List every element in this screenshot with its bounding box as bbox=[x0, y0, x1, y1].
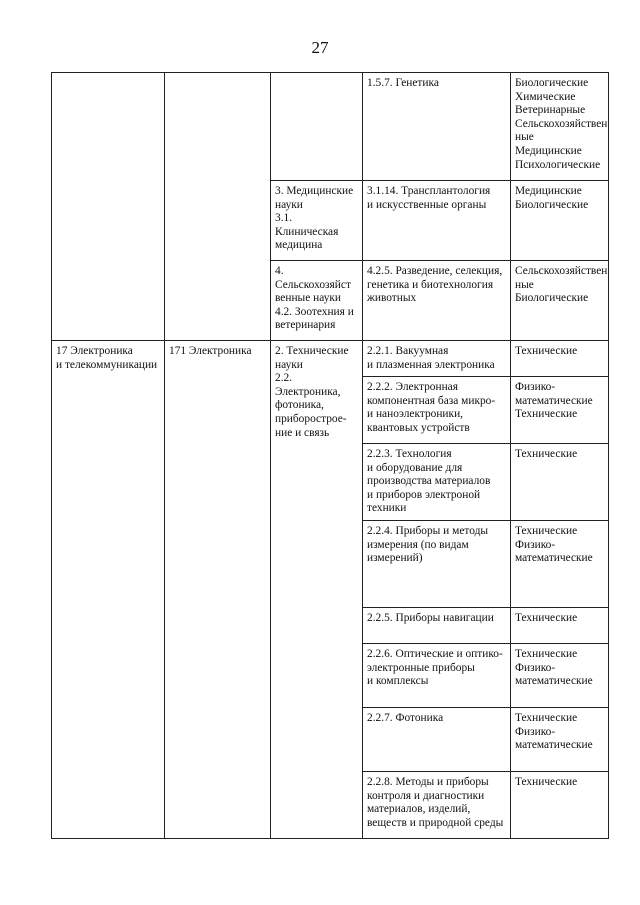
specialty-cell: 3.1.14. Трансплантология и искусственные органы bbox=[363, 181, 511, 261]
group-cell bbox=[52, 73, 165, 341]
sciences-cell: Технические Физико- математические bbox=[511, 708, 609, 772]
specialty-cell: 2.2.3. Технология и оборудование для производства материалов и приборов электроной техники bbox=[363, 444, 511, 521]
field-cell: 3. Медицинские науки 3.1. Клиническая медицина bbox=[271, 181, 363, 261]
sciences-cell: Сельскохозяйствен ные Биологические bbox=[511, 261, 609, 341]
sciences-cell: Технические bbox=[511, 772, 609, 839]
specialty-cell: 2.2.8. Методы и приборы контроля и диагностики материалов, изделий, веществ и природной среды bbox=[363, 772, 511, 839]
field-cell bbox=[271, 73, 363, 181]
field-cell: 2. Технические науки 2.2. Электроника, фотоника, приборострое- ние и связь bbox=[271, 341, 363, 839]
sciences-cell: Технические Физико- математические bbox=[511, 644, 609, 708]
specialty-cell: 2.2.1. Вакуумная и плазменная электроника bbox=[363, 341, 511, 377]
sciences-cell: Технические Физико- математические bbox=[511, 521, 609, 608]
sciences-cell: Технические bbox=[511, 341, 609, 377]
sciences-cell: Технические bbox=[511, 444, 609, 521]
specialty-cell: 2.2.5. Приборы навигации bbox=[363, 608, 511, 644]
sciences-cell: Биологические Химические Ветеринарные Сельскохозяйствен ные Медицинские Психологические bbox=[511, 73, 609, 181]
specialty-cell: 2.2.7. Фотоника bbox=[363, 708, 511, 772]
sciences-cell: Физико- математические Технические bbox=[511, 377, 609, 444]
specialty-cell: 2.2.4. Приборы и методы измерения (по видам измерений) bbox=[363, 521, 511, 608]
specialty-cell: 1.5.7. Генетика bbox=[363, 73, 511, 181]
direction-cell: 171 Электроника bbox=[165, 341, 271, 839]
sciences-cell: Технические bbox=[511, 608, 609, 644]
table-row bbox=[52, 341, 609, 377]
group-cell: 17 Электроника и телекоммуникации bbox=[52, 341, 165, 839]
direction-cell bbox=[165, 73, 271, 341]
specialties-table bbox=[51, 72, 609, 839]
specialty-cell: 2.2.2. Электронная компонентная база микро- и наноэлектроники, квантовых устройств bbox=[363, 377, 511, 444]
specialty-cell: 4.2.5. Разведение, селекция, генетика и биотехнология животных bbox=[363, 261, 511, 341]
page-number: 27 bbox=[311, 38, 329, 57]
specialty-cell: 2.2.6. Оптические и оптико- электронные приборы и комплексы bbox=[363, 644, 511, 708]
sciences-cell: Медицинские Биологические bbox=[511, 181, 609, 261]
table-row bbox=[52, 73, 609, 181]
field-cell: 4. Сельскохозяйст венные науки 4.2. Зоотехния и ветеринария bbox=[271, 261, 363, 341]
